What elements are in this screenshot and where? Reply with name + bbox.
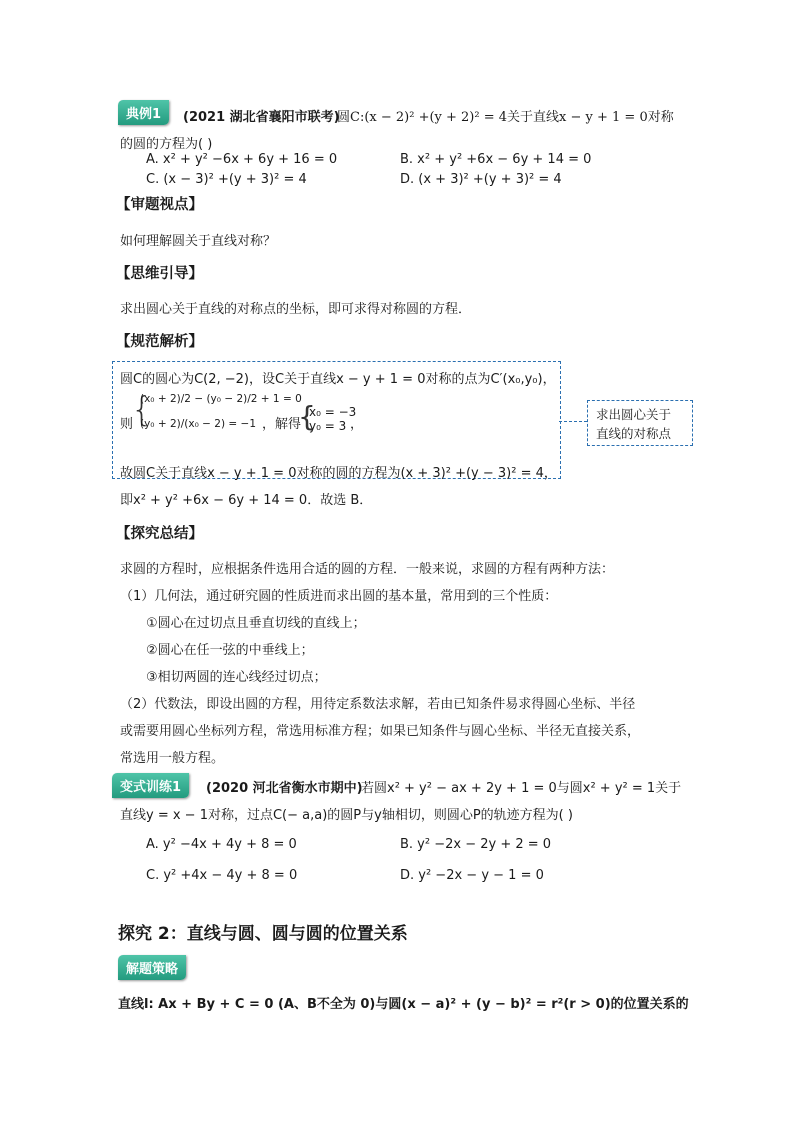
practice-option-a: A. y² −4x + 4y + 8 = 0 — [146, 837, 297, 852]
practice-option-d: D. y² −2x − y − 1 = 0 — [400, 868, 544, 883]
practice-stem-a: 若圆x² + y² − ax + 2y + 1 = 0与圆x² + y² = 1关于 — [361, 781, 682, 796]
summary-method2-b: 或需要用圆心坐标列方程，常选用标准方程；如果已知条件与圆心坐标、半径无直接关系， — [120, 724, 641, 739]
solution-line4: 即x² + y² +6x − 6y + 14 = 0．故选 B． — [120, 493, 373, 508]
system2-eq1: x₀ = −3 — [309, 405, 357, 419]
example-stem-b: 的圆的方程为( ) — [120, 137, 213, 152]
summary-point3: ③相切两圆的连心线经过切点； — [146, 670, 327, 685]
section-guifan: 【规范解析】 — [116, 334, 203, 350]
brace-1: { — [131, 390, 153, 430]
option-d: D. (x + 3)² +(y + 3)² = 4 — [400, 172, 562, 187]
summary-point1: ①圆心在过切点且垂直切线的直线上； — [146, 616, 366, 631]
brace-2: { — [298, 400, 316, 433]
solution-ze: 则 — [120, 417, 134, 432]
summary-method1: （1）几何法，通过研究圆的性质进而求出圆的基本量，常用到的三个性质： — [120, 589, 558, 604]
practice-source: (2020 河北省衡水市期中) — [206, 781, 363, 796]
section-siwei: 【思维引导】 — [116, 266, 203, 282]
explore2-text: 直线l: Ax + By + C = 0 (A、B不全为 0)与圆(x − a)² + (y − b)² = r²(r > 0)的位置关系的 — [118, 997, 689, 1012]
example-stem-a: 圆C:(x − 2)² +(y + 2)² = 4关于直线x − y + 1 = 0对称 — [337, 110, 674, 125]
practice-option-b: B. y² −2x − 2y + 2 = 0 — [400, 837, 552, 852]
summary-intro: 求圆的方程时，应根据条件选用合适的圆的方程．一般来说，求圆的方程有两种方法： — [120, 562, 615, 577]
callout-line2: 直线的对称点 — [596, 426, 672, 441]
practice-option-c: C. y² +4x − 4y + 8 = 0 — [146, 868, 298, 883]
system2-eq2: y₀ = 3 — [309, 419, 347, 433]
system1-eq2: (y₀ + 2)/(x₀ − 2) = −1 — [140, 418, 257, 430]
solution-comma: ， — [350, 417, 364, 432]
solution-jiede: ，解得 — [262, 417, 302, 432]
explore2-title: 探究 2：直线与圆、圆与圆的位置关系 — [118, 924, 408, 944]
summary-method2-c: 常选用一般方程。 — [120, 751, 225, 766]
section-shenti: 【审题视点】 — [116, 197, 203, 213]
siwei-text: 求出圆心关于直线的对称点的坐标，即可求得对称圆的方程． — [120, 302, 472, 317]
summary-method2-a: （2）代数法，即设出圆的方程，用待定系数法求解，若由已知条件易求得圆心坐标、半径 — [120, 697, 636, 712]
option-b: B. x² + y² +6x − 6y + 14 = 0 — [400, 152, 592, 167]
option-a: A. x² + y² −6x + 6y + 16 = 0 — [146, 152, 338, 167]
section-tanjiu: 【探究总结】 — [116, 526, 203, 542]
example-source: (2021 湖北省襄阳市联考) — [183, 110, 340, 125]
system1-eq1: (x₀ + 2)/2 − (y₀ − 2)/2 + 1 = 0 — [140, 393, 302, 405]
strategy-badge: 解题策略 — [118, 955, 186, 980]
callout-line1: 求出圆心关于 — [596, 407, 672, 422]
summary-point2: ②圆心在任一弦的中垂线上； — [146, 643, 314, 658]
option-c: C. (x − 3)² +(y + 3)² = 4 — [146, 172, 307, 187]
shenti-text: 如何理解圆关于直线对称？ — [120, 234, 277, 249]
practice-badge: 变式训练1 — [112, 773, 189, 798]
solution-line1: 圆C的圆心为C(2, −2)，设C关于直线x − y + 1 = 0对称的点为C′(x₀,y₀)， — [120, 372, 556, 387]
example-badge: 典例1 — [118, 100, 169, 125]
callout-connector — [559, 421, 587, 422]
solution-line3: 故圆C关于直线x − y + 1 = 0对称的圆的方程为(x + 3)² +(y − 3)² = 4， — [120, 466, 557, 481]
practice-stem-b: 直线y = x − 1对称，过点C(− a,a)的圆P与y轴相切，则圆心P的轨迹方程为( ) — [120, 808, 573, 823]
